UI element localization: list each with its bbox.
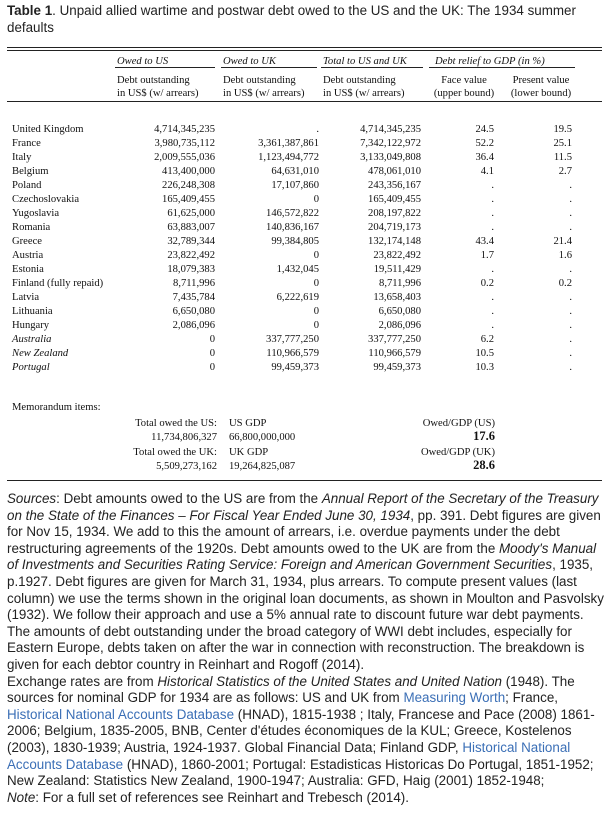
- cell-uk: 0: [313, 278, 319, 290]
- memo-us-gdp-value: 66,800,000,000: [229, 432, 296, 443]
- hnad-link-finland[interactable]: Historical National Accounts Database: [7, 739, 571, 772]
- memo-us-gdp-label: US GDP: [229, 418, 267, 429]
- table-top-rule: [7, 47, 602, 48]
- table-row: [7, 347, 602, 360]
- cell-name: Czechoslovakia: [12, 194, 80, 206]
- cell-fv: 10.3: [475, 362, 494, 374]
- cell-uk: 1,432,045: [276, 264, 319, 276]
- cell-name: Belgium: [12, 166, 49, 178]
- cell-uk: 6,222,619: [276, 292, 319, 304]
- cell-fv: 43.4: [475, 236, 494, 248]
- memo-total-us-label: Total owed the US:: [135, 418, 217, 429]
- cell-pv: 25.1: [553, 138, 572, 150]
- cell-fv: 1.7: [480, 250, 494, 262]
- cell-us: 63,883,007: [167, 222, 215, 234]
- table-row: [7, 235, 602, 248]
- table-row: [7, 263, 602, 276]
- cell-name: Australia: [12, 334, 52, 346]
- cell-us: 2,086,096: [172, 320, 215, 332]
- subheader-face-value: Face value (upper bound): [433, 75, 495, 99]
- header-underline-uk: [221, 67, 317, 68]
- cell-uk: 140,836,167: [266, 222, 319, 234]
- cell-us: 8,711,996: [173, 278, 215, 290]
- cell-total: 132,174,148: [368, 236, 421, 248]
- cell-uk: 17,107,860: [271, 180, 319, 192]
- cell-name: France: [12, 138, 41, 150]
- cell-total: 165,409,455: [368, 194, 421, 206]
- cell-fv: .: [491, 194, 494, 206]
- table-row: [7, 305, 602, 318]
- cell-name: New Zealand: [12, 348, 69, 360]
- cell-total: 19,511,429: [373, 264, 421, 276]
- cell-us: 23,822,492: [167, 250, 215, 262]
- cell-pv: 21.4: [553, 236, 572, 248]
- cell-us: 32,789,344: [167, 236, 215, 248]
- cell-uk: .: [316, 124, 319, 135]
- cell-total: 23,822,492: [373, 250, 421, 262]
- cell-pv: .: [569, 180, 572, 192]
- memo-total-uk-label: Total owed the UK:: [133, 447, 217, 458]
- cell-pv: 0.2: [558, 278, 572, 290]
- cell-fv: .: [491, 264, 494, 276]
- cell-us: 0: [209, 348, 215, 360]
- cell-uk: 99,384,805: [271, 236, 319, 248]
- header-underline-total: [321, 67, 423, 68]
- table-top-rule-2: [7, 50, 602, 51]
- header-underline-relief: [429, 67, 575, 68]
- cell-us: 61,625,000: [167, 208, 215, 220]
- table-row: [7, 361, 602, 374]
- cell-us: 3,980,735,112: [154, 138, 215, 150]
- cell-name: Austria: [12, 250, 44, 262]
- cell-uk: 146,572,822: [266, 208, 319, 220]
- header-total: Total to US and UK: [323, 56, 407, 67]
- table-row: [7, 137, 602, 150]
- cell-name: Finland (fully repaid): [12, 278, 104, 290]
- cell-total: 478,061,010: [368, 166, 421, 178]
- cell-fv: .: [491, 320, 494, 332]
- cell-us: 7,435,784: [172, 292, 215, 304]
- cell-us: 18,079,383: [167, 264, 215, 276]
- cell-name: Poland: [12, 180, 42, 192]
- header-underline-us: [115, 67, 215, 68]
- sources-paragraph: Sources: Debt amounts owed to the US are from the Annual Report of the Secretary of the Treasury on the State of the Finances – For Fiscal Year Ended June 30, 1934, pp. 391. Debt figures are given for Nov 15, 1934. We add to this the amount of arrears, i.e. overdue payments under the debt restructuring agreements of the 1920s. Debt amounts owed to the UK are from the Moody's Manual of Investments and Securities Rating Service: Foreign and American Government Securities, 1935, p.1927. Debt figures are given for March 31, 1934, plus arrears. To compute present values (last column) we use the terms shown in the original loan documents, as shown in Moulton and Pasvolsky (1932). We follow their approach and use a 5% annual rate to discount future war debt payments. The amounts of debt outstanding under the broad category of WWI debt includes, especially for Eastern Europe, debts taken on after the war in connection with reconstruction. The breakdown is given for each debtor country in Reinhart and Rogoff (2014).: [7, 491, 604, 672]
- table-row: [7, 179, 602, 192]
- cell-pv: .: [569, 306, 572, 318]
- cell-fv: 0.2: [480, 278, 494, 290]
- cell-name: Latvia: [12, 292, 40, 304]
- table-row: [7, 207, 602, 220]
- debt-table: [7, 44, 602, 482]
- cell-uk: 0: [313, 194, 319, 206]
- table-row: [7, 291, 602, 304]
- cell-total: 7,342,122,972: [360, 138, 421, 150]
- cell-us: 413,400,000: [162, 166, 215, 178]
- cell-us: 226,248,308: [162, 180, 215, 192]
- memo-total-uk-value: 5,509,273,162: [156, 461, 217, 472]
- cell-uk: 99,459,373: [271, 362, 319, 374]
- cell-pv: .: [569, 320, 572, 332]
- table-row: [7, 151, 602, 164]
- cell-pv: 11.5: [553, 152, 572, 164]
- cell-fv: .: [491, 208, 494, 220]
- cell-pv: .: [569, 264, 572, 276]
- cell-pv: 1.6: [558, 250, 572, 262]
- cell-pv: 2.7: [558, 166, 572, 178]
- cell-us: 0: [209, 362, 215, 374]
- memo-title: Memorandum items:: [12, 402, 101, 413]
- cell-pv: .: [569, 194, 572, 206]
- cell-fv: 4.1: [480, 166, 494, 178]
- cell-name: Hungary: [12, 320, 50, 332]
- header-owed-uk: Owed to UK: [223, 56, 276, 67]
- table-caption-text: . Unpaid allied wartime and postwar debt owed to the US and the UK: The 1934 summer defaults: [7, 3, 576, 35]
- cell-total: 13,658,403: [373, 292, 421, 304]
- table-row: [7, 123, 602, 136]
- cell-pv: .: [569, 348, 572, 360]
- cell-fv: 6.2: [480, 334, 494, 346]
- cell-fv: 36.4: [475, 152, 494, 164]
- cell-fv: .: [491, 222, 494, 234]
- cell-name: Greece: [12, 236, 42, 248]
- table-row: [7, 333, 602, 346]
- cell-total: 4,714,345,235: [360, 124, 421, 135]
- cell-us: 2,009,555,036: [154, 152, 215, 164]
- cell-pv: .: [569, 222, 572, 234]
- table-row: [7, 165, 602, 178]
- cell-pv: .: [569, 362, 572, 374]
- cell-uk: 64,631,010: [271, 166, 319, 178]
- cell-uk: 110,966,579: [266, 348, 319, 360]
- cell-total: 337,777,250: [368, 334, 421, 346]
- cell-uk: 0: [313, 306, 319, 318]
- cell-total: 99,459,373: [373, 362, 421, 374]
- cell-name: Portugal: [12, 362, 50, 374]
- cell-total: 8,711,996: [379, 278, 421, 290]
- cell-uk: 0: [313, 320, 319, 332]
- cell-fv: 10.5: [475, 348, 494, 360]
- cell-fv: .: [491, 180, 494, 192]
- cell-name: Estonia: [12, 264, 44, 276]
- table-row: [7, 193, 602, 206]
- memo-ratio-us-value: 17.6: [473, 429, 495, 443]
- table-row: [7, 319, 602, 332]
- exchange-rates-paragraph: Exchange rates are from Historical Statistics of the United States and United Nation (1948). The sources for nominal GDP for 1934 are as follows: US and UK from Measuring Worth; France, Historical National Accounts Database (HNAD), 1815-1938 ; Italy, Francese and Pace (2008) 1861-2006; Belgium, 1835-2005, BNB, Center d'études économiques de la KUL; Greece, Kostelenos (2003), 1830-1939; Austria, 1924-1937. Global Financial Data; Finland GDP, Historical National Accounts Database (HNAD), 1860-2001; Portugal: Estadisticas Historicas Do Portugal, 1851-1952; New Zealand: Statistics New Zealand, 1900-1947; Australia: GFD, Haig (2001) 1852-1948;: [7, 673, 595, 789]
- header-owed-us: Owed to US: [117, 56, 169, 67]
- memo-ratio-uk-value: 28.6: [473, 458, 495, 472]
- memo-uk-gdp-value: 19,264,825,087: [229, 461, 296, 472]
- table-label: Table 1: [7, 3, 53, 18]
- cell-us: 6,650,080: [172, 306, 215, 318]
- table-row: [7, 221, 602, 234]
- subheader-us: Debt outstanding in US$ (w/ arrears): [117, 75, 199, 99]
- cell-total: 2,086,096: [378, 320, 421, 332]
- cell-pv: .: [569, 334, 572, 346]
- header-debt-relief: Debt relief to GDP (in %): [435, 56, 545, 67]
- cell-us: 0: [209, 334, 215, 346]
- cell-name: Italy: [12, 152, 32, 164]
- table-row: [7, 277, 602, 290]
- cell-name: Yugoslavia: [12, 208, 60, 220]
- table-caption: [7, 2, 603, 36]
- note-paragraph: Note: For a full set of references see Reinhart and Trebesch (2014).: [7, 789, 409, 805]
- cell-fv: .: [491, 292, 494, 304]
- cell-name: Lithuania: [12, 306, 53, 318]
- cell-name: United Kingdom: [12, 124, 84, 135]
- cell-fv: .: [491, 306, 494, 318]
- memo-total-us-value: 11,734,806,327: [151, 432, 217, 443]
- cell-total: 3,133,049,808: [360, 152, 421, 164]
- cell-total: 204,719,173: [368, 222, 421, 234]
- cell-name: Romania: [12, 222, 51, 234]
- cell-total: 243,356,167: [368, 180, 421, 192]
- cell-uk: 1,123,494,772: [258, 152, 319, 164]
- cell-uk: 337,777,250: [266, 334, 319, 346]
- cell-total: 6,650,080: [378, 306, 421, 318]
- memo-ratio-us-label: Owed/GDP (US): [422, 418, 495, 429]
- source-notes: [7, 491, 607, 806]
- measuring-worth-link[interactable]: Measuring Worth: [403, 690, 506, 706]
- cell-us: 4,714,345,235: [154, 124, 215, 135]
- cell-us: 165,409,455: [162, 194, 215, 206]
- subheader-total: Debt outstanding in US$ (w/ arrears): [323, 75, 405, 99]
- cell-uk: 3,361,387,861: [258, 138, 319, 150]
- cell-fv: 52.2: [475, 138, 494, 150]
- cell-fv: 24.5: [475, 124, 494, 135]
- table-bottom-rule: [7, 480, 602, 481]
- hnad-link[interactable]: Historical National Accounts Database: [7, 706, 235, 722]
- cell-pv: .: [569, 292, 572, 304]
- cell-pv: 19.5: [553, 124, 572, 135]
- memo-uk-gdp-label: UK GDP: [229, 447, 269, 458]
- cell-pv: .: [569, 208, 572, 220]
- cell-total: 110,966,579: [368, 348, 421, 360]
- subheader-uk: Debt outstanding in US$ (w/ arrears): [223, 75, 305, 99]
- table-row: [7, 249, 602, 262]
- memo-ratio-uk-label: Owed/GDP (UK): [420, 447, 495, 458]
- cell-uk: 0: [313, 250, 319, 262]
- header-bottom-rule: [7, 101, 602, 102]
- cell-total: 208,197,822: [368, 208, 421, 220]
- subheader-present-value: Present value (lower bound): [510, 75, 572, 99]
